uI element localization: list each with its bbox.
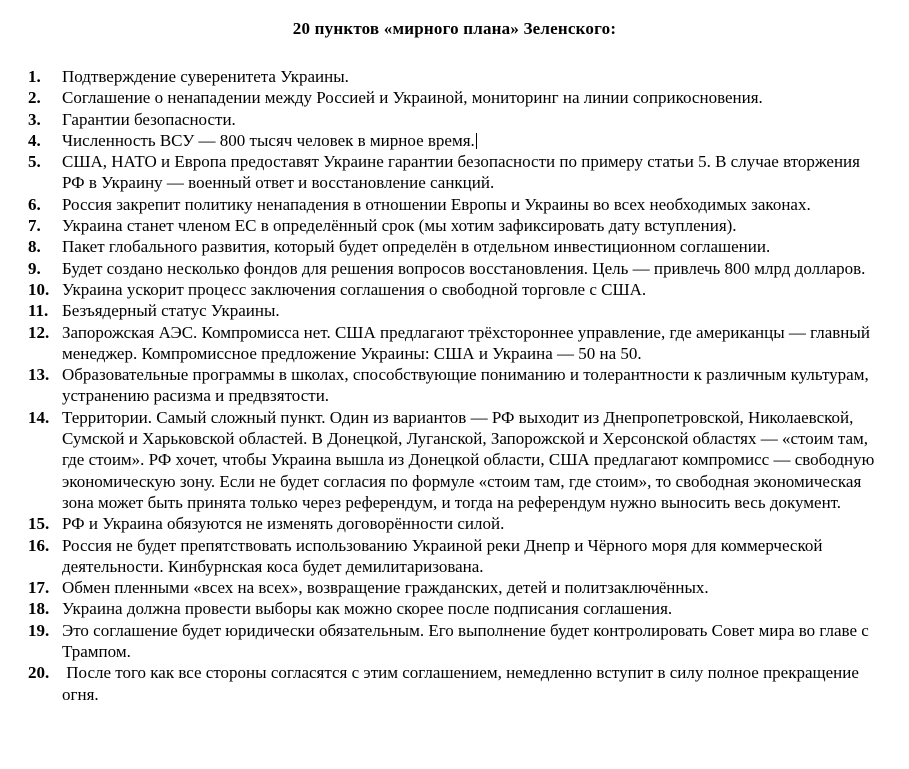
points-list: [26, 66, 883, 705]
item-text: Гарантии безопасности.: [62, 109, 236, 129]
item-number: 4.: [28, 130, 41, 150]
item-number: 12.: [28, 322, 50, 342]
list-item: [26, 236, 883, 257]
item-text: США, НАТО и Европа предоставят Украине гарантии безопасности по примеру статьи 5. В случае вторжения РФ в Украину — военный ответ и восстановление санкций.: [62, 152, 865, 193]
item-number: 9.: [28, 258, 41, 278]
text-cursor: [476, 133, 477, 149]
list-item: [26, 66, 883, 87]
item-number: 7.: [28, 216, 41, 236]
item-number: 13.: [28, 365, 50, 385]
item-text: Пакет глобального развития, который будет определён в отдельном инвестиционном соглашении.: [62, 237, 771, 257]
list-item: [26, 151, 883, 194]
item-number: 1.: [28, 67, 41, 86]
item-number: 18.: [28, 599, 50, 619]
item-number: 14.: [28, 407, 50, 427]
item-text: Украина должна провести выборы как можно скорее после подписания соглашения.: [62, 599, 673, 619]
list-item: [26, 662, 883, 705]
item-number: 10.: [28, 279, 50, 299]
item-text: Это соглашение будет юридически обязательным. Его выполнение будет контролировать Совет мира во главе с Трампом.: [62, 620, 874, 662]
item-number: 2.: [28, 88, 41, 108]
list-item: [26, 513, 883, 534]
list-item: [26, 194, 883, 215]
list-item: [26, 300, 883, 321]
list-item: [26, 620, 883, 663]
item-text: Будет создано несколько фондов для решения вопросов восстановления. Цель — привлечь 800 млрд долларов.: [62, 258, 866, 278]
list-item: [26, 364, 883, 407]
document-title: 20 пунктов «мирного плана» Зеленского:: [292, 19, 617, 38]
item-text: Обмен пленными «всех на всех», возвращение гражданских, детей и политзаключённых.: [62, 578, 709, 598]
item-text: Безъядерный статус Украины.: [62, 301, 280, 321]
item-text: Украина станет членом ЕС в определённый срок (мы хотим зафиксировать дату вступления).: [62, 216, 737, 236]
item-number: 8.: [28, 237, 41, 257]
item-text: После того как все стороны согласятся с этим соглашением, немедленно вступит в силу полное прекращение огня.: [62, 663, 864, 704]
item-number: 11.: [28, 301, 49, 321]
item-number: 6.: [28, 194, 41, 214]
item-text: Территории. Самый сложный пункт. Один из вариантов — РФ выходит из Днепропетровской, Николаевской, Сумской и Харьковской областей. В Донецкой, Луганской, Запорожской и Херсонской областях — «стоим там, где стоим». РФ хочет, чтобы Украина вышла из Донецкой области, США предлагают компромисс — свободную экономическую зону. Если не будет согласия по формуле «стоим там, где стоим», то свободная экономическая зона может быть принята только через референдум, и тогда на референдум нужно выносить весь документ.: [62, 407, 879, 512]
item-number: 15.: [28, 514, 50, 534]
list-item: [26, 109, 883, 130]
list-item: [26, 130, 883, 151]
item-text: Россия не будет препятствовать использованию Украиной реки Днепр и Чёрного моря для коммерческой деятельности. Кинбурнская коса будет демилитаризована.: [62, 535, 827, 576]
item-text: Численность ВСУ — 800 тысяч человек в мирное время.: [62, 130, 475, 150]
item-number: 19.: [28, 620, 50, 640]
item-number: 3.: [28, 109, 41, 129]
list-item: [26, 598, 883, 619]
item-number: 17.: [28, 578, 50, 598]
item-text: Украина ускорит процесс заключения соглашения о свободной торговле с США.: [62, 279, 647, 299]
list-item: [26, 407, 883, 513]
item-text: Соглашение о ненападении между Россией и Украиной, мониторинг на линии соприкосновения.: [62, 88, 763, 108]
list-item: [26, 535, 883, 578]
list-item: [26, 215, 883, 236]
list-item: [26, 87, 883, 108]
item-text: Образовательные программы в школах, способствующие пониманию и толерантности к различным культурам, устранению расизма и предвзятости.: [62, 365, 873, 406]
list-item: [26, 258, 883, 279]
list-item: [26, 322, 883, 365]
item-number: 20.: [28, 663, 50, 683]
item-text: Подтверждение суверенитета Украины.: [62, 67, 349, 86]
list-item: [26, 577, 883, 598]
item-text: Запорожская АЭС. Компромисса нет. США предлагают трёхстороннее управление, где американцы — главный менеджер. Компромиссное предложение Украины: США и Украина — 50 на 50.: [62, 322, 875, 363]
item-text: Россия закрепит политику ненападения в отношении Европы и Украины во всех необходимых законах.: [62, 194, 811, 214]
item-number: 16.: [28, 535, 50, 555]
item-number: 5.: [28, 152, 41, 172]
list-item: [26, 279, 883, 300]
item-text: РФ и Украина обязуются не изменять договорённости силой.: [62, 514, 505, 534]
